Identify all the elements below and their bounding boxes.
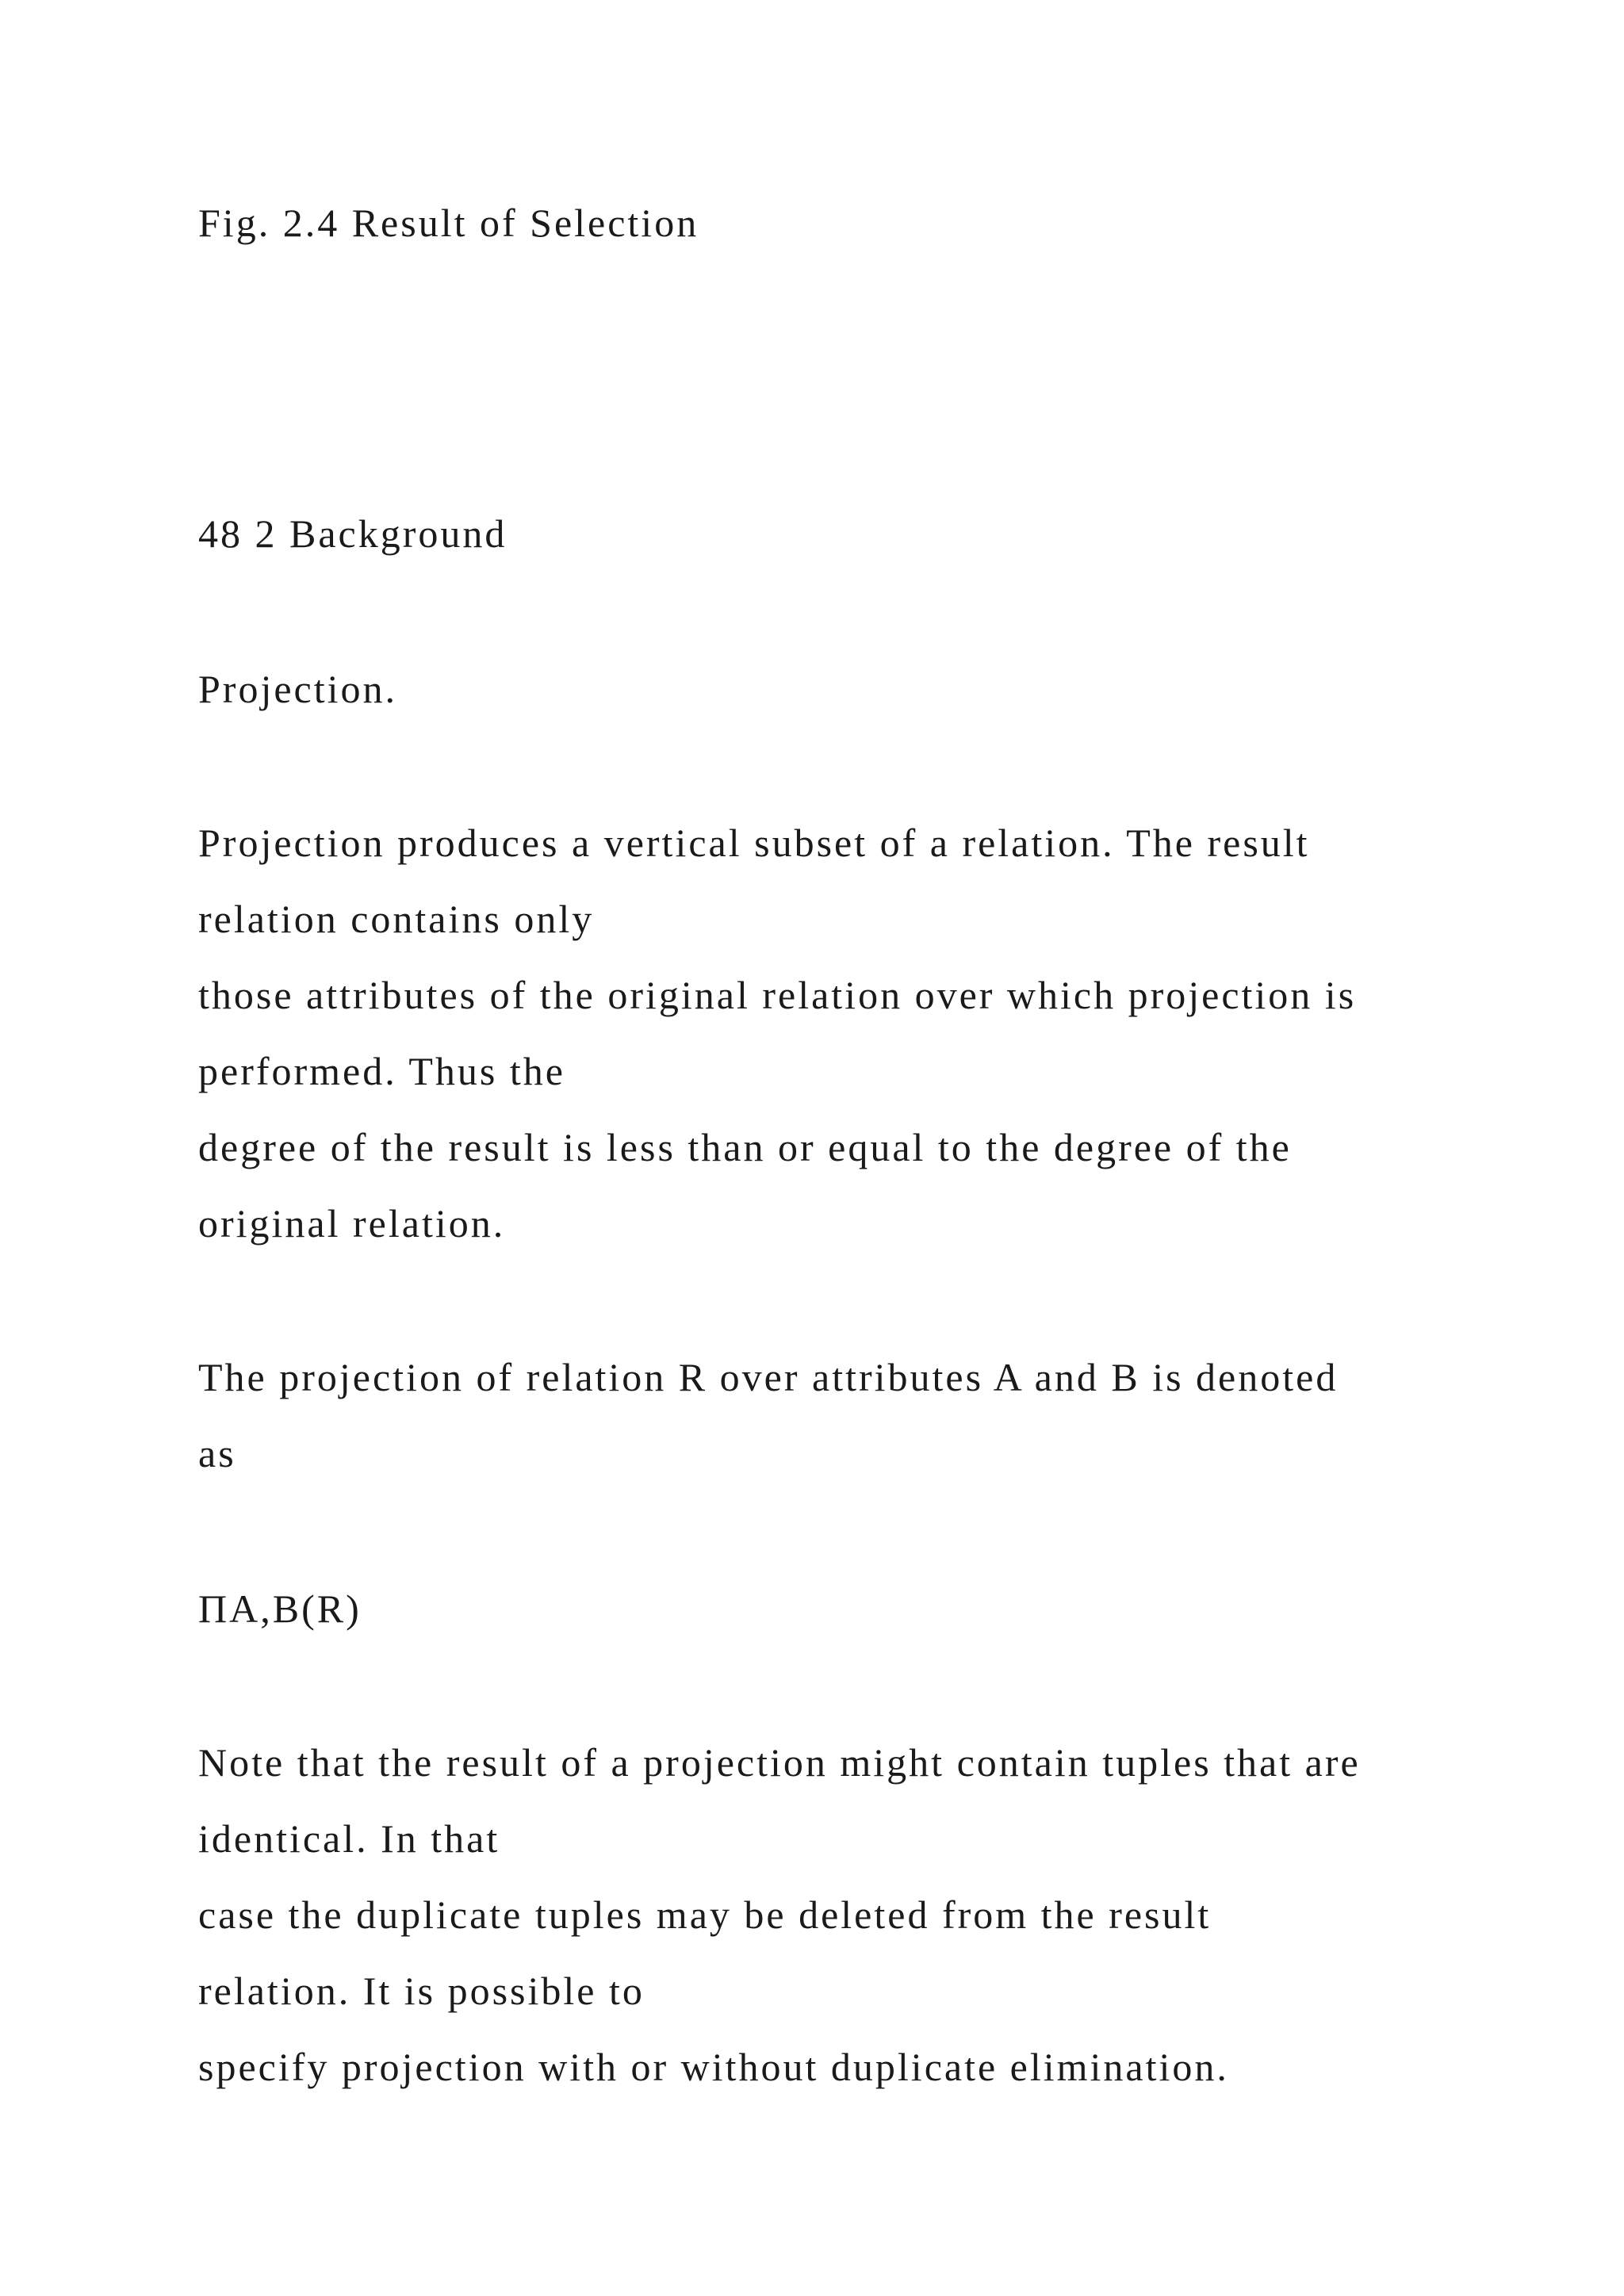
- figure-caption: Fig. 2.4 Result of Selection: [198, 201, 699, 245]
- paragraph-line: those attributes of the original relation over which projection is: [198, 973, 1357, 1017]
- paragraph-line: identical. In that: [198, 1816, 500, 1861]
- paragraph-line: degree of the result is less than or equal to the degree of the: [198, 1125, 1292, 1169]
- paragraph-line: The projection of relation R over attributes A and B is denoted: [198, 1355, 1339, 1399]
- paragraph-line: as: [198, 1431, 236, 1475]
- paragraph-line: performed. Thus the: [198, 1049, 565, 1093]
- paragraph-line: relation. It is possible to: [198, 1969, 645, 2013]
- paragraph-line: original relation.: [198, 1201, 506, 1246]
- section-heading: Projection.: [198, 667, 398, 711]
- paragraph-line: Projection produces a vertical subset of a relation. The result: [198, 821, 1310, 865]
- paragraph-line: relation contains only: [198, 897, 595, 941]
- paragraph-line: case the duplicate tuples may be deleted from the result: [198, 1892, 1212, 1937]
- paragraph-line: Note that the result of a projection might contain tuples that are: [198, 1740, 1361, 1785]
- paragraph-line: specify projection with or without duplicate elimination.: [198, 2045, 1229, 2089]
- projection-formula: ΠA,B(R): [198, 1586, 362, 1631]
- running-header: 48 2 Background: [198, 511, 508, 556]
